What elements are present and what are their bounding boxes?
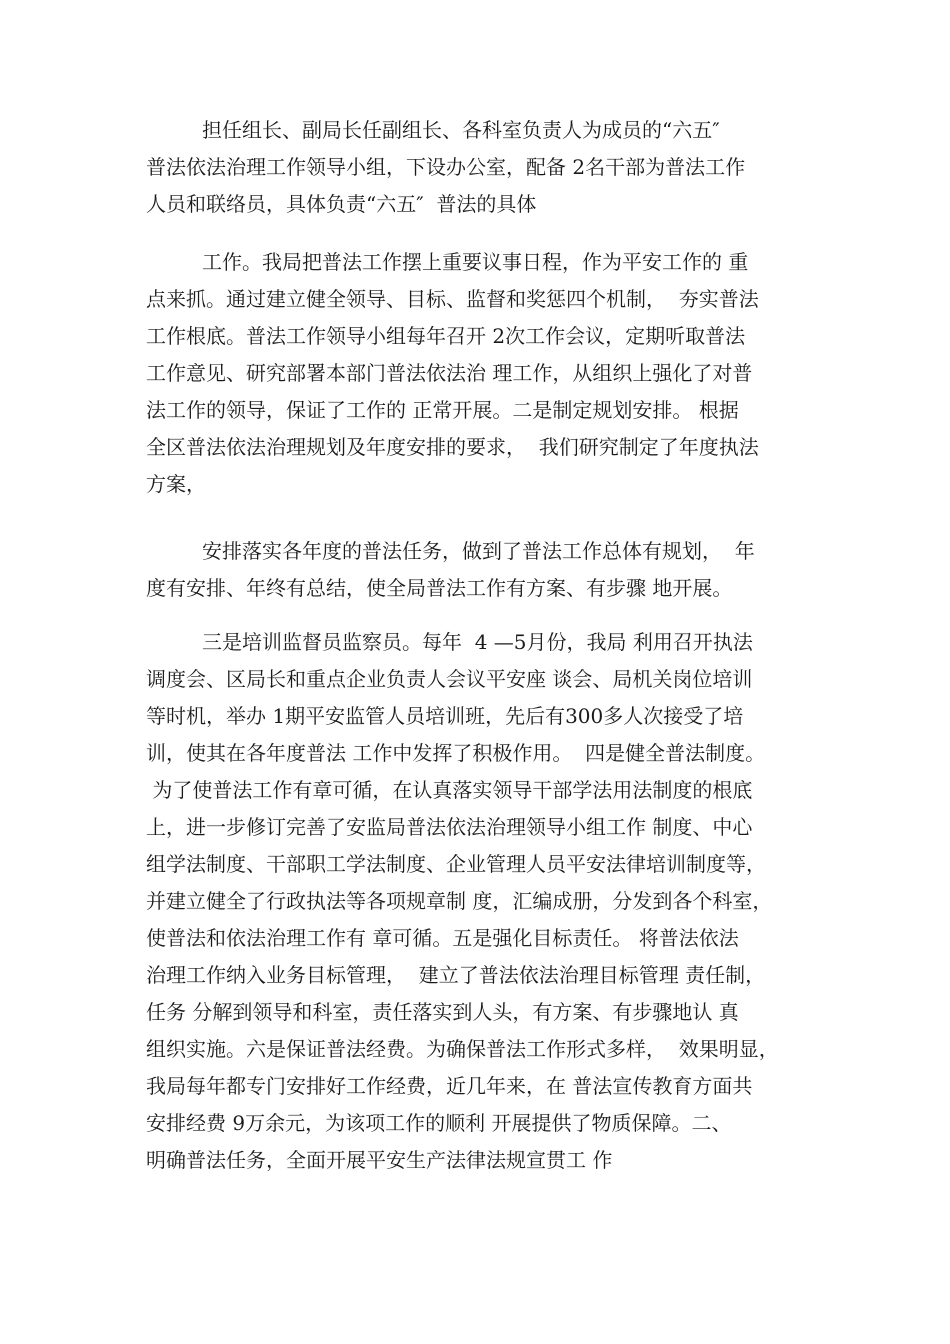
text-line: 并建立健全了行政执法等各项规章制 度，汇编成册，分发到各个科室， bbox=[146, 889, 773, 913]
paragraph-4 bbox=[146, 624, 826, 1179]
text-line: 工作意见、研究部署本部门普法依法治 理工作，从组织上强化了对普 bbox=[146, 361, 753, 385]
paragraph-1 bbox=[146, 112, 826, 223]
text-line: 上，进一步修订完善了安监局普法依法治理领导小组工作 制度、中心 bbox=[146, 815, 753, 839]
text-line: 治理工作纳入业务目标管理， 建立了普法依法治理目标管理 责任制， bbox=[146, 963, 766, 987]
text-line: 方案， bbox=[146, 472, 206, 496]
text-line: 组织实施。六是保证普法经费。为确保普法工作形式多样， 效果明显， bbox=[146, 1037, 779, 1061]
text-line: 使普法和依法治理工作有 章可循。五是强化目标责任。 将普法依法 bbox=[146, 926, 739, 950]
text-line: 全区普法依法治理规划及年度安排的要求， 我们研究制定了年度执法 bbox=[146, 435, 759, 459]
text-line: 我局每年都专门安排好工作经费，近几年来，在 普法宣传教育方面共 bbox=[146, 1074, 753, 1098]
text-line: 明确普法任务，全面开展平安生产法律法规宣贯工 作 bbox=[146, 1148, 613, 1172]
text-line: 普法依法治理工作领导小组，下设办公室，配备 2名干部为普法工作 bbox=[146, 155, 746, 179]
text-line: 任务 分解到领导和科室，责任落实到人头，有方案、有步骤地认 真 bbox=[146, 1000, 739, 1024]
text-line: 工作根底。普法工作领导小组每年召开 2次工作会议，定期听取普法 bbox=[146, 324, 746, 348]
paragraph-3 bbox=[146, 533, 826, 607]
text-line: 人员和联络员，具体负责“六五″ 普法的具体 bbox=[146, 192, 537, 216]
paragraph-2 bbox=[146, 244, 826, 503]
text-line: 点来抓。通过建立健全领导、目标、监督和奖惩四个机制， 夯实普法 bbox=[146, 287, 759, 311]
text-line: 安排落实各年度的普法任务，做到了普法工作总体有规划， 年 bbox=[202, 539, 755, 563]
text-line: 度有安排、年终有总结，使全局普法工作有方案、有步骤 地开展。 bbox=[146, 576, 733, 600]
text-line: 法工作的领导，保证了工作的 正常开展。二是制定规划安排。 根据 bbox=[146, 398, 739, 422]
text-line: 安排经费 9万余元，为该项工作的顺利 开展提供了物质保障。二、 bbox=[146, 1111, 732, 1135]
text-line: 三是培训监督员监察员。每年 4 —5月份，我局 利用召开执法 bbox=[202, 630, 753, 654]
text-line: 为了使普法工作有章可循，在认真落实领导干部学法用法制度的根底 bbox=[146, 778, 753, 802]
text-line: 担任组长、副局长任副组长、各科室负责人为成员的“六五″ bbox=[202, 118, 720, 142]
text-line: 组学法制度、干部职工学法制度、企业管理人员平安法律培训制度等， bbox=[146, 852, 766, 876]
text-line: 调度会、区局长和重点企业负责人会议平安座 谈会、局机关岗位培训 bbox=[146, 667, 753, 691]
text-line: 工作。我局把普法工作摆上重要议事日程，作为平安工作的 重 bbox=[202, 250, 749, 274]
text-line: 等时机，举办 1期平安监管人员培训班，先后有300多人次接受了培 bbox=[146, 704, 744, 728]
text-line: 训，使其在各年度普法 工作中发挥了积极作用。 四是健全普法制度。 bbox=[146, 741, 766, 765]
